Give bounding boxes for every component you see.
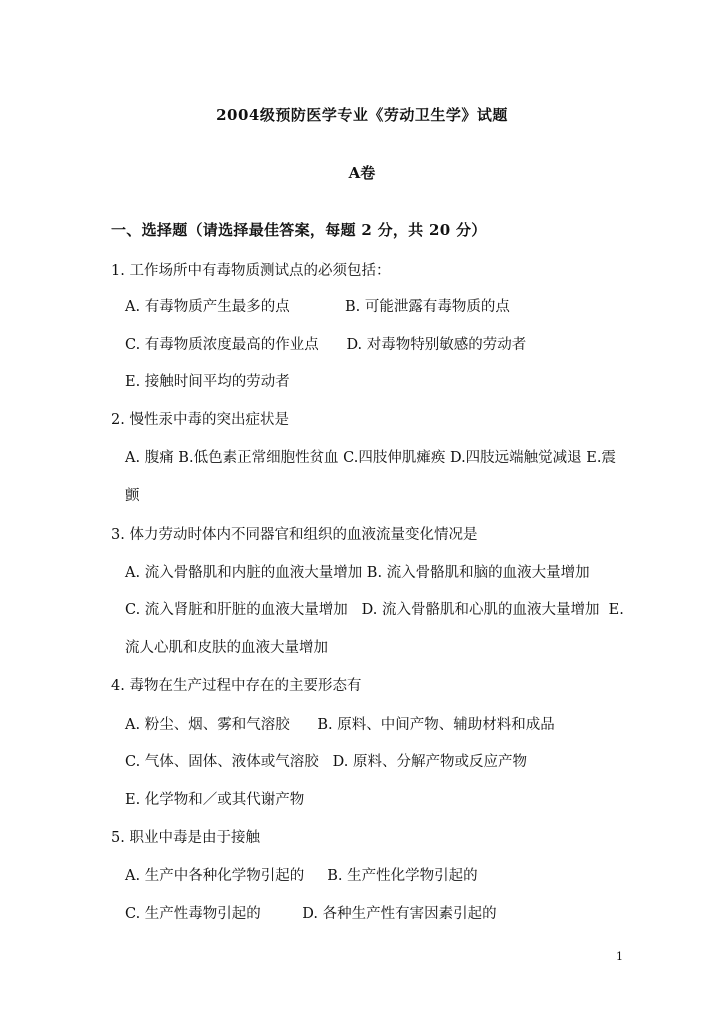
question-5-options-cd: C. 生产性毒物引起的 D. 各种生产性有害因素引起的 xyxy=(125,906,497,922)
question-4-options-ab: A. 粉尘、烟、雾和气溶胶 B. 原料、中间产物、辅助材料和成品 xyxy=(125,717,555,733)
question-3-options-ab: A. 流入骨骼肌和内脏的血液大量增加 B. 流入骨骼肌和脑的血液大量增加 xyxy=(125,565,590,581)
question-3: 3. 体力劳动时体内不同器官和组织的血液流量变化情况是 xyxy=(111,527,478,543)
page-number: 1 xyxy=(616,950,623,963)
section-heading: 一、选择题（请选择最佳答案，每题 2 分，共 20 分） xyxy=(111,221,487,239)
question-3-options-cde: C. 流入肾脏和肝脏的血液大量增加 D. 流入骨骼肌和心肌的血液大量增加 E. xyxy=(125,602,624,618)
question-5: 5. 职业中毒是由于接触 xyxy=(111,830,260,846)
question-2: 2. 慢性汞中毒的突出症状是 xyxy=(111,412,289,428)
question-4-options-cd: C. 气体、固体、液体或气溶胶 D. 原料、分解产物或反应产物 xyxy=(125,754,527,770)
question-1-options-cd: C. 有毒物质浓度最高的作业点 D. 对毒物特别敏感的劳动者 xyxy=(125,337,527,353)
exam-title: 2004级预防医学专业《劳动卫生学》试题 xyxy=(216,106,508,124)
paper-version: A卷 xyxy=(348,164,376,182)
question-4: 4. 毒物在生产过程中存在的主要形态有 xyxy=(111,678,362,694)
question-2-options: A. 腹痛 B.低色素正常细胞性贫血 C.四肢伸肌瘫痪 D.四肢远端触觉减退 E.震 xyxy=(125,450,616,466)
question-2-options-cont: 颤 xyxy=(125,488,140,504)
question-4-option-e: E. 化学物和／或其代谢产物 xyxy=(125,792,305,808)
question-5-options-ab: A. 生产中各种化学物引起的 B. 生产性化学物引起的 xyxy=(125,868,478,884)
question-1-options-ab: A. 有毒物质产生最多的点 B. 可能泄露有毒物质的点 xyxy=(125,299,510,315)
question-3-options-cont: 流人心肌和皮肤的血液大量增加 xyxy=(125,640,328,656)
question-1-option-e: E. 接触时间平均的劳动者 xyxy=(125,374,290,390)
question-1: 1. 工作场所中有毒物质测试点的必须包括： xyxy=(111,263,391,279)
